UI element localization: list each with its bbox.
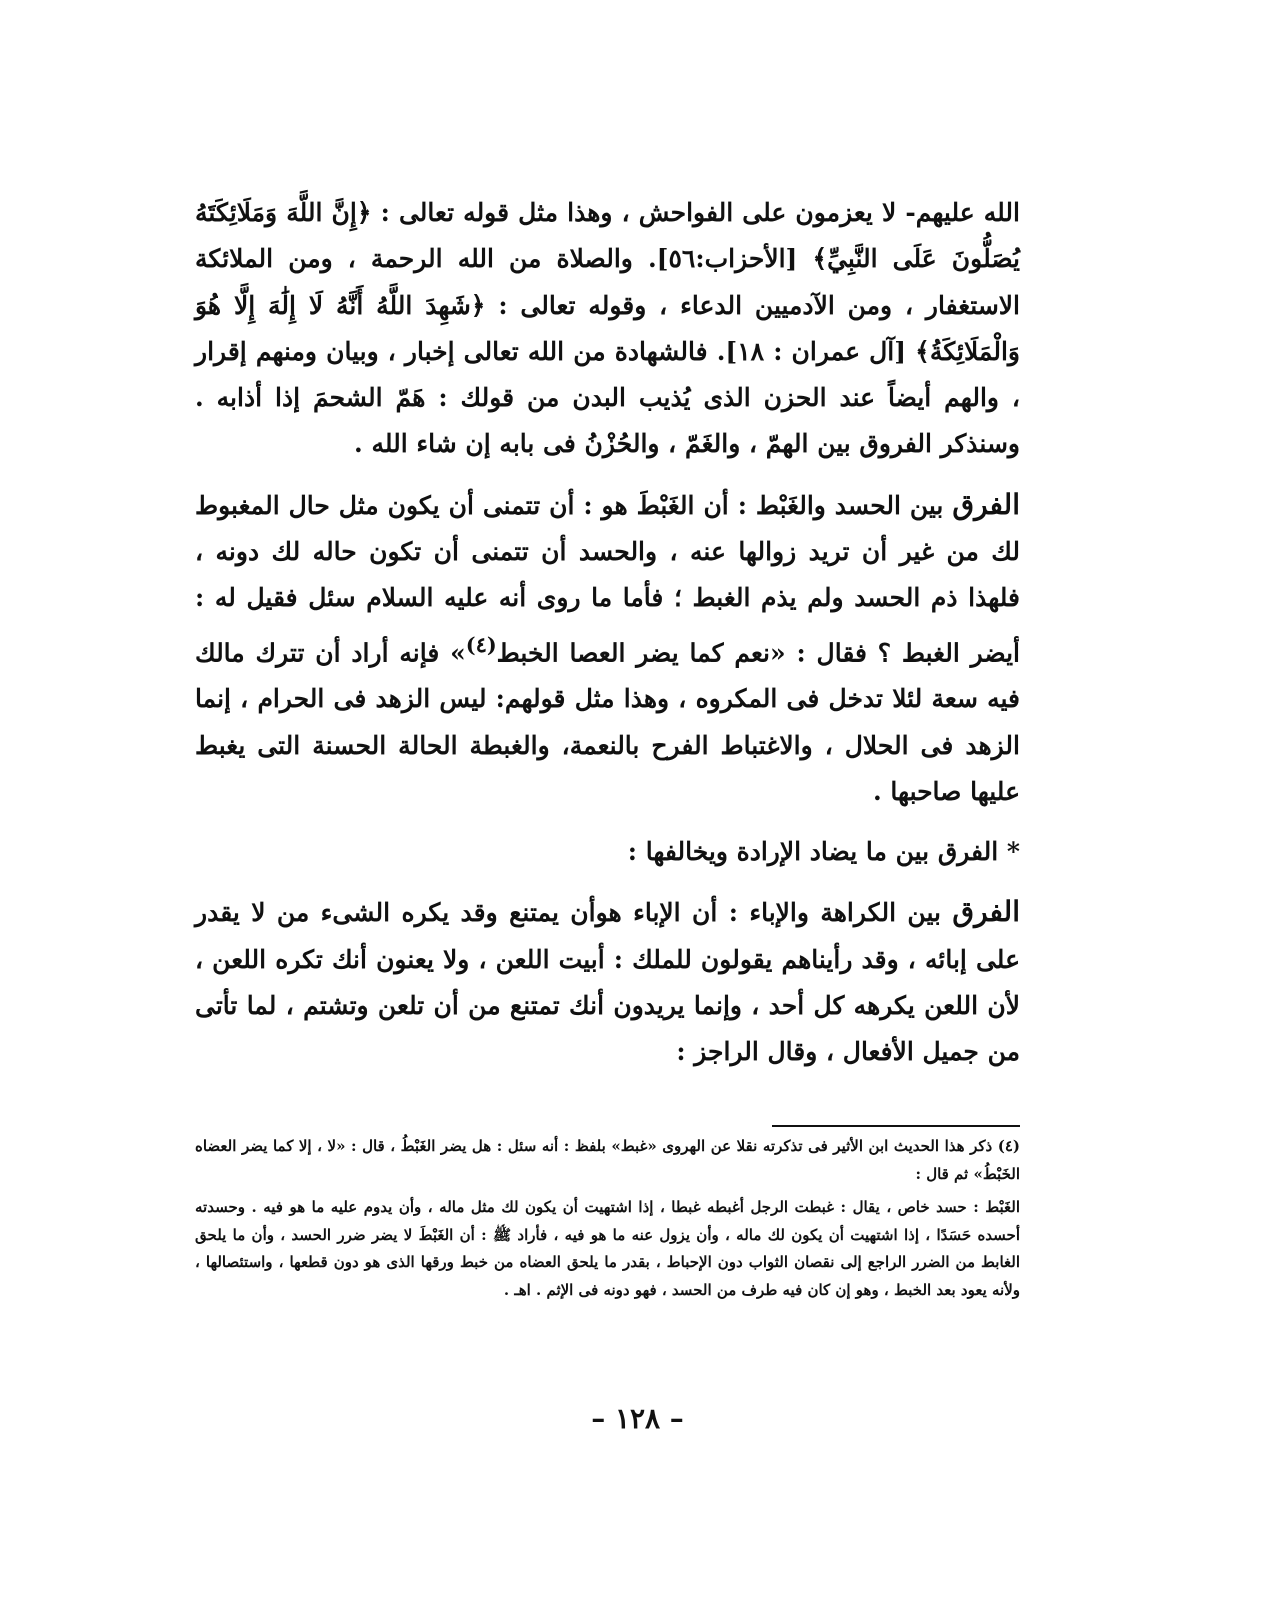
spacer [195,468,1020,482]
paragraph-text: الله عليهم- لا يعزمون على الفواحش ، وهذا مثل قوله تعالى : ﴿إِنَّ اللَّهَ وَمَلَائِكَتَهُ يُصَلُّونَ عَلَى النَّبِيِّ﴾ [الأحزاب:٥٦]. والصلاة من الله الرحمة ، ومن الملائكة الاستغفار ، ومن الآدميين الدعاء ، وقوله تعالى : ﴿شَهِدَ اللَّهُ أَنَّهُ لَا إِلَٰهَ إِلَّا هُوَ وَالْمَلَائِكَةُ﴾ [آل عمران : ١٨]. فالشهادة من الله تعالى إخبار ، وبيان ومنهم إقرار ، والهم أيضاً عند الحزن الذى يُذيب البدن من قولك : هَمّ الشحمَ إذا أذابه . وسنذكر الفروق بين الهمّ ، والغَمّ ، والحُزْنُ فى بابه إن شاء الله . [195,198,1020,459]
paragraph-text: بين الحسد والغَبْط : أن الغَبْطَ هو : أن تتمنى أن يكون مثل حال المغبوط لك من غير أن تريد زوالها عنه ، والحسد أن تتمنى أن تكون حاله لك دونه ، فلهذا ذم الحسد ولم يذم الغبط ؛ فأما ما روى أنه عليه السلام سئل فقيل له : أيضر الغبط ؟ فقال : «نعم كما يضر العصا الخبط [195,490,1020,667]
paragraph-hasad-ghabt [195,482,1020,815]
spacer [195,815,1020,829]
page-number: – ١٢٨ – [591,1402,684,1435]
term-heading: الفرق [952,487,1020,521]
footnote-divider [772,1125,1020,1127]
footnotes [195,1133,1020,1304]
footnote-4: (٤) ذكر هذا الحديث ابن الأثير فى تذكرته نقلا عن الهروى «غبط» بلفظ : أنه سئل : هل يضر الغَبْطُ ، قال : «لا ، إلا كما يضر العضاه الخَبْطُ» ثم قال : [195,1137,1020,1183]
paragraph-text: بين الكراهة والإباء : أن الإباء هوأن يمتنع وقد يكره الشىء من لا يقدر على إبائه ، وقد رأيناهم يقولون للملك : أبيت اللعن ، ولا يعنون أنك تكره اللعن ، لأن اللعن يكرهه كل أحد ، وإنما يريدون أنك تمتنع من أن تلعن وتشتم ، لما تأتى من جميل الأفعال ، وقال الراجز : [195,898,1020,1067]
paragraph-karaha-iba [195,889,1020,1075]
main-text [195,190,1020,1076]
spacer [195,875,1020,889]
footnote-marker: (٤) [465,631,497,657]
section-heading: * الفرق بين ما يضاد الإرادة ويخالفها : [627,837,1020,867]
paragraph-text: » فإنه أراد أن تترك مالك فيه سعة لئلا تدخل فى المكروه ، وهذا مثل قولهم: ليس الزهد فى الحرام ، إنما الزهد فى الحلال ، والاغتباط الفرح بالنعمة، والغبطة الحالة الحسنة التى يغبط عليها صاحبها . [195,638,1020,806]
footnote-4-explanation: الغَبْط : حسد خاص ، يقال : غبطت الرجل أغبطه غبطا ، إذا اشتهيت أن يكون لك مثل ماله ، وأن يدوم عليه ما هو فيه . وحسدته أحسده حَسَدًا ، إذا اشتهيت أن يكون لك ماله ، وأن يزول عنه ما هو فيه ، فأراد ﷺ : أن الغَبْطَ لا يضر ضرر الحسد ، وأن ما يلحق الغابط من الضرر الراجع إلى نقصان الثواب دون الإحباط ، بقدر ما يلحق العضاه من خبط ورقها الذى هو دون قطعها ، واستئصالها ، ولأنه يعود بعد الخبط ، وهو إن كان فيه طرف من الحسد ، فهو دونه فى الإثم . اهـ . [195,1198,1020,1299]
paragraph-continuation [195,190,1020,468]
term-heading: الفرق [952,895,1020,929]
